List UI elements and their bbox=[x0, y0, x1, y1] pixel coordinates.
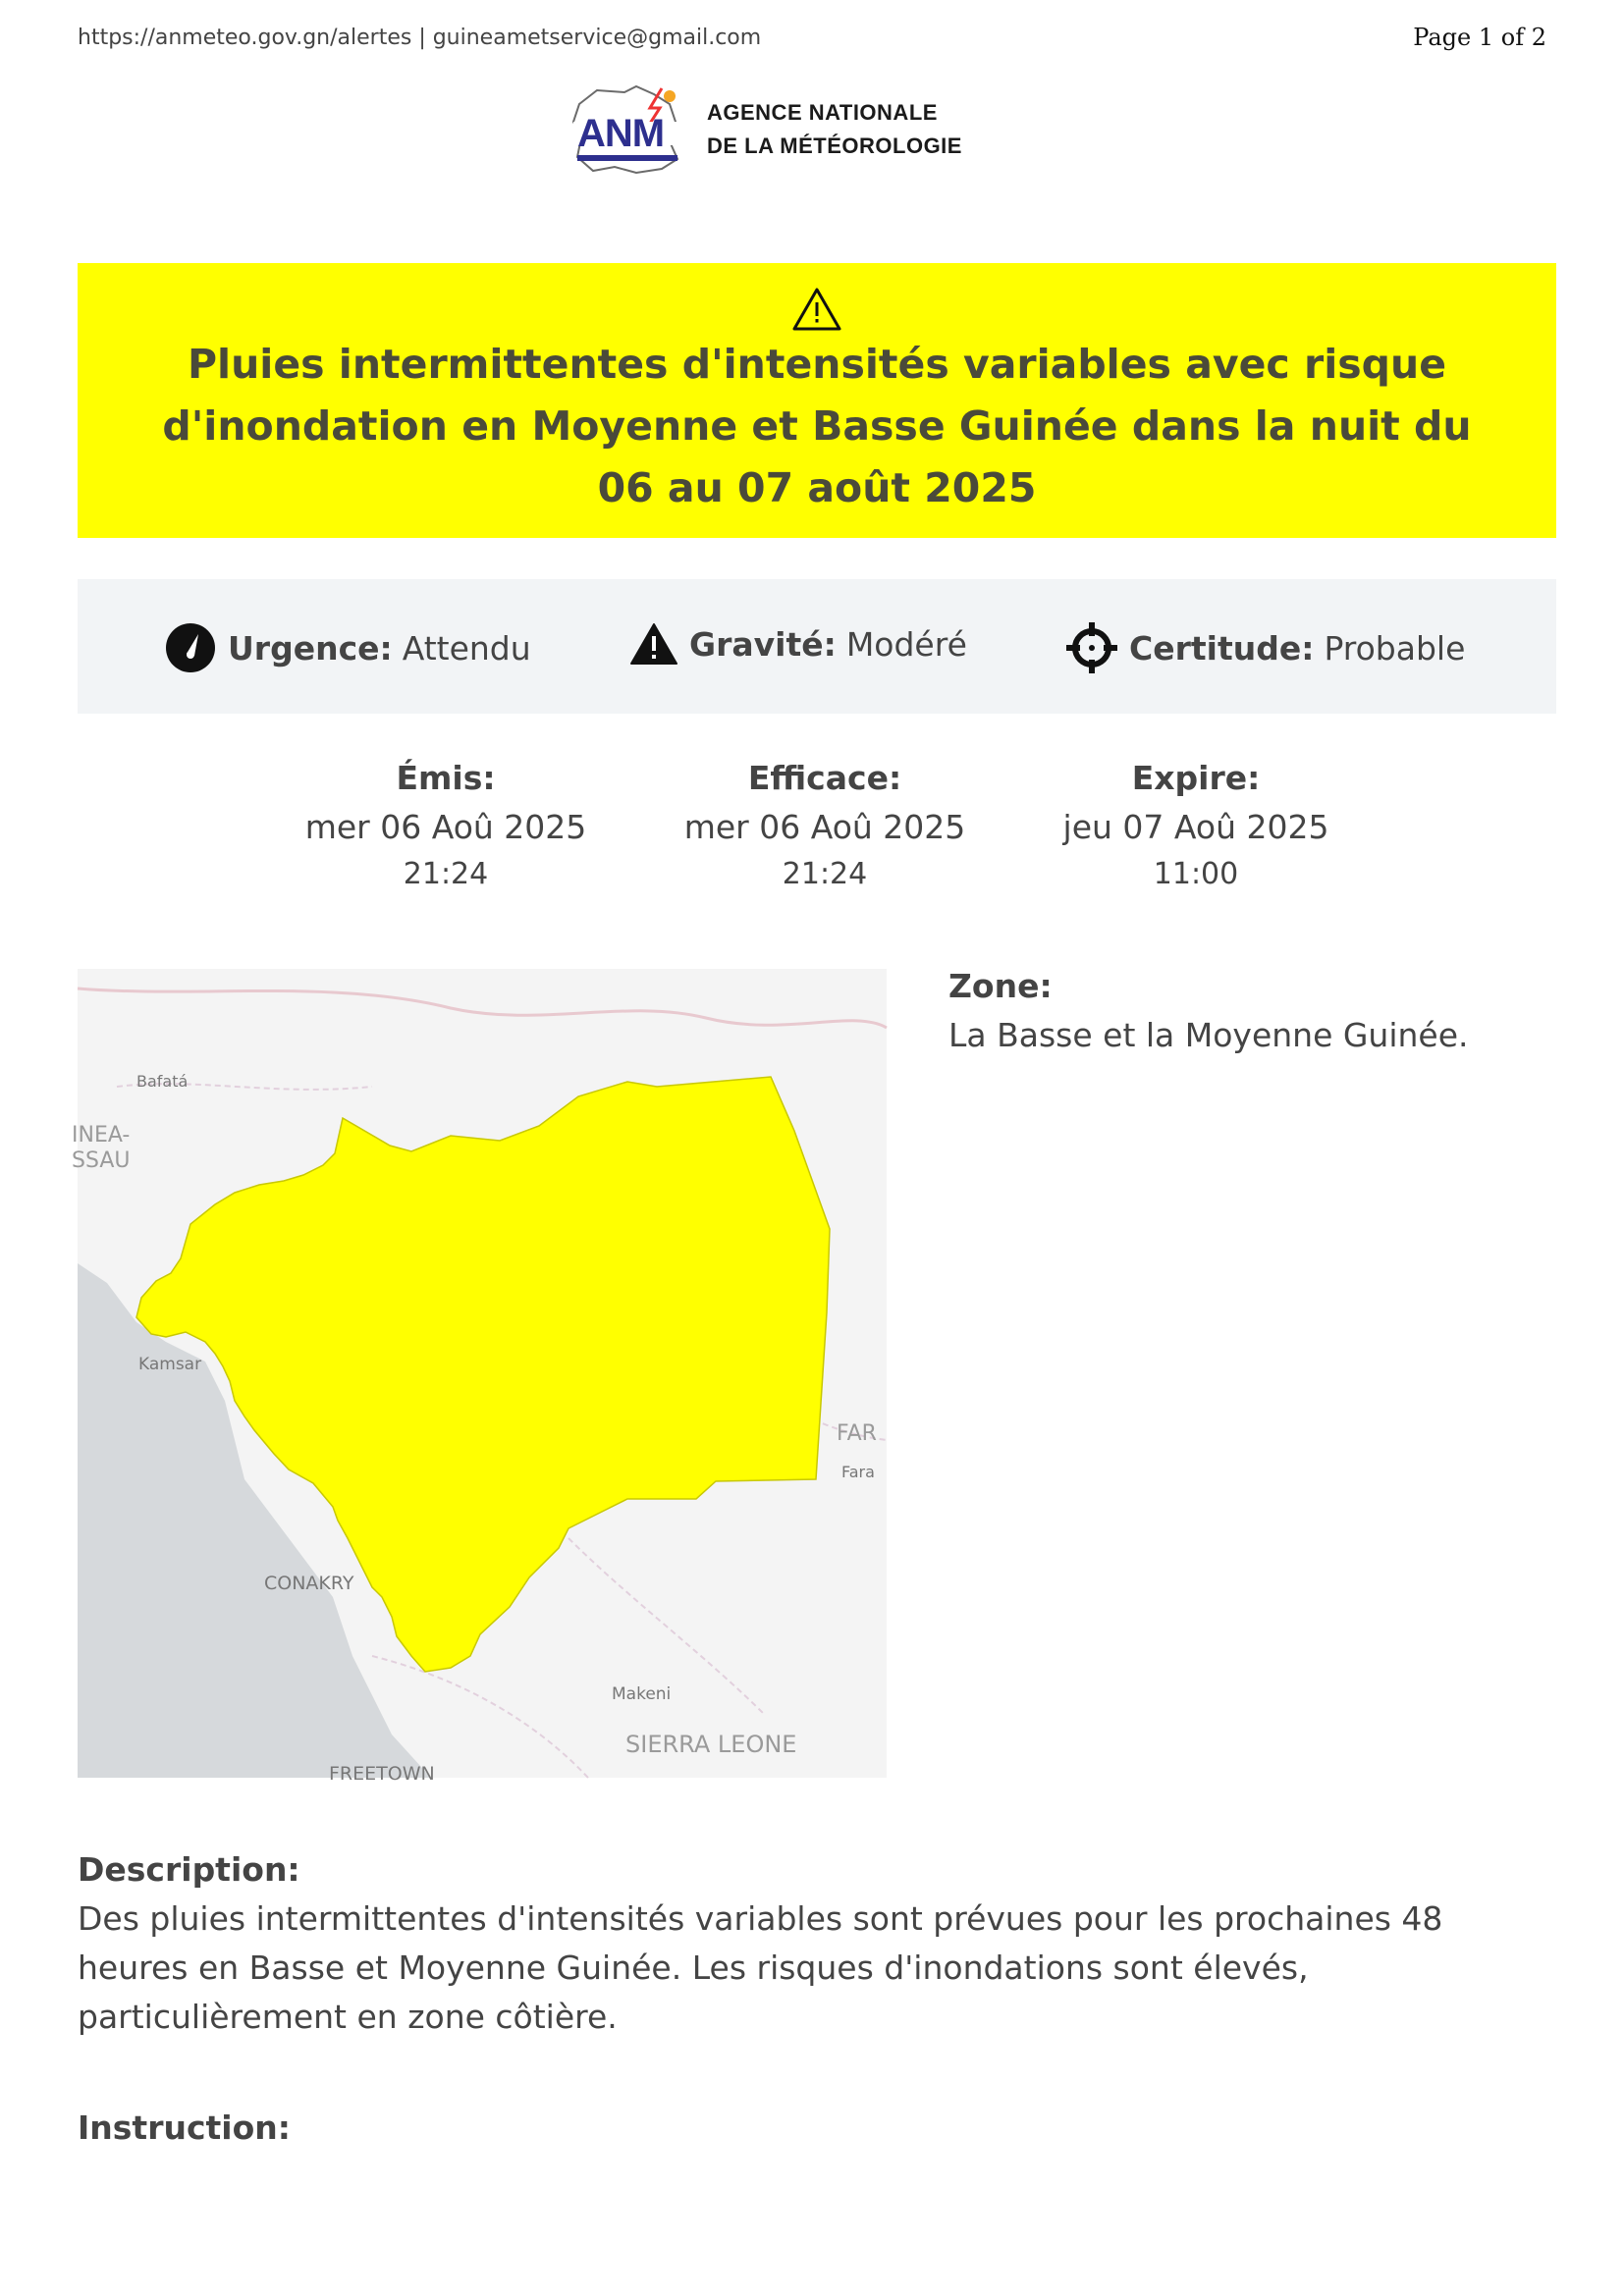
expires-date: jeu 07 Aoû 2025 bbox=[1062, 808, 1329, 846]
agency-name-line1: AGENCE NATIONALE bbox=[707, 100, 938, 125]
severity-value: Modéré bbox=[845, 624, 967, 664]
alert-zone-map bbox=[72, 969, 887, 1785]
map-label-guinea-bissau-2: SSAU bbox=[72, 1148, 131, 1173]
expires-time: 11:00 bbox=[1153, 857, 1239, 891]
severity-label: Gravité: bbox=[689, 624, 837, 664]
map-label-far: FAR bbox=[837, 1421, 877, 1446]
header-url-line: https://anmeteo.gov.gn/alertes | guineametservice@gmail.com bbox=[78, 26, 762, 50]
urgency-value: Attendu bbox=[402, 628, 531, 667]
expires-block bbox=[1049, 754, 1343, 897]
anm-abbr: ANM bbox=[577, 112, 665, 155]
urgency-item bbox=[165, 622, 531, 673]
issued-label: Émis: bbox=[396, 759, 496, 797]
effective-time: 21:24 bbox=[782, 857, 868, 891]
certainty-item bbox=[1066, 622, 1465, 673]
issued-time: 21:24 bbox=[403, 857, 489, 891]
effective-label: Efficace: bbox=[747, 759, 902, 797]
effective-date: mer 06 Aoû 2025 bbox=[683, 808, 966, 846]
expires-label: Expire: bbox=[1131, 759, 1261, 797]
agency-name-line2: DE LA MÉTÉOROLOGIE bbox=[707, 133, 962, 158]
agency-logo bbox=[568, 80, 1062, 179]
map-label-kamsar: Kamsar bbox=[138, 1355, 202, 1374]
page-number: Page 1 of 2 bbox=[1413, 24, 1546, 51]
zone-label: Zone: bbox=[948, 967, 1053, 1005]
agency-name bbox=[707, 96, 962, 163]
severity-item bbox=[630, 622, 967, 666]
certainty-label: Certitude: bbox=[1129, 628, 1315, 667]
map-label-sierra-leone: SIERRA LEONE bbox=[625, 1731, 797, 1758]
alert-title: Pluies intermittentes d'intensités variables avec risque d'inondation en Moyenne et Basse Guinée dans la nuit du 06 au 07 août 2025 bbox=[162, 341, 1472, 511]
effective-block bbox=[677, 754, 972, 897]
warning-icon bbox=[791, 287, 842, 332]
map-label-conakry: CONAKRY bbox=[264, 1573, 354, 1594]
instruction-label: Instruction: bbox=[78, 2109, 291, 2147]
map-label-makeni: Makeni bbox=[612, 1684, 672, 1704]
certainty-value: Probable bbox=[1324, 628, 1466, 667]
map-label-bafata: Bafatá bbox=[136, 1072, 189, 1091]
issued-block bbox=[298, 754, 593, 897]
zone-value: La Basse et la Moyenne Guinée. bbox=[948, 1016, 1469, 1054]
description-section bbox=[78, 1845, 1556, 2042]
description-text: Des pluies intermittentes d'intensités variables sont prévues pour les prochaines 48 heures en Basse et Moyenne Guinée. Les risques d'inondations sont élevés, particulièrement en zone côtière. bbox=[78, 1899, 1443, 2036]
alert-banner bbox=[78, 263, 1556, 538]
anm-logo-mark bbox=[568, 82, 685, 177]
gauge-icon bbox=[165, 622, 216, 673]
crosshair-icon bbox=[1066, 622, 1117, 673]
map-label-freetown: FREETOWN bbox=[329, 1763, 435, 1785]
urgency-label: Urgence: bbox=[228, 628, 393, 667]
map-label-guinea-bissau-1: INEA- bbox=[72, 1123, 131, 1148]
alert-meta-bar bbox=[78, 579, 1556, 714]
description-label: Description: bbox=[78, 1850, 300, 1889]
zone-section bbox=[948, 962, 1469, 1060]
issued-date: mer 06 Aoû 2025 bbox=[304, 808, 587, 846]
map-label-fara: Fara bbox=[841, 1463, 875, 1481]
exclamation-triangle-icon bbox=[630, 622, 677, 666]
